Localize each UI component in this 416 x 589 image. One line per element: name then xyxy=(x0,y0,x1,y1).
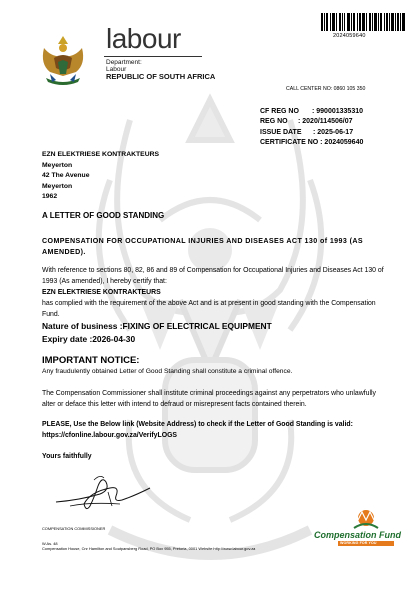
recipient-address xyxy=(42,150,159,203)
department-block xyxy=(106,59,215,82)
expiry-date: Expiry date :2026-04-30 xyxy=(42,333,136,344)
fund-name: Compensation Fund xyxy=(314,530,401,540)
ref-cf-reg: CF REG NO : 990001335310 xyxy=(260,108,363,115)
brand-divider xyxy=(104,56,202,57)
company-name: EZN ELEKTRIESE KONTRAKTEURS xyxy=(42,288,161,296)
letter-title: A LETTER OF GOOD STANDING xyxy=(42,211,165,220)
brand-wordmark: labour xyxy=(106,23,181,54)
department-line2: Labour xyxy=(106,66,127,74)
barcode-number: 2024059640 xyxy=(333,33,366,39)
address-line: 1962 xyxy=(42,193,58,201)
address-line: 42 The Avenue xyxy=(42,172,90,180)
commissioner-title: COMPENSATION COMMISSIONER xyxy=(42,526,106,531)
verify-instructions: PLEASE, Use the Below link (Website Address) to check if the Letter of Good Standing is valid: https://cfonline.labour.gov.za/VerifyLOGS xyxy=(42,421,353,439)
intro-text: With reference to sections 80, 82, 86 and 89 of Compensation for Occupational Injuries and Diseases Act 130 of 1993 (As amended), I hereby certify that: xyxy=(42,267,384,285)
business-details xyxy=(42,320,272,345)
ref-certificate: CERTIFICATE NO : 2024059640 xyxy=(260,139,364,147)
certification-paragraph xyxy=(42,266,387,321)
barcode xyxy=(321,13,405,31)
coat-of-arms-logo xyxy=(36,34,90,88)
closing: Yours faithfully xyxy=(42,453,92,460)
reference-block xyxy=(260,107,363,149)
call-center: CALL CENTER NO: 0860 105 350 xyxy=(286,86,366,92)
act-heading: COMPENSATION FOR OCCUPATIONAL INJURIES AND DISEASES ACT 130 of 1993 (AS AMENDED). xyxy=(42,237,363,256)
notice-heading: IMPORTANT NOTICE: xyxy=(42,355,140,366)
signature xyxy=(50,472,160,516)
ref-reg: REG NO : 2020/114506/07 xyxy=(260,118,353,126)
ref-issue-date: ISSUE DATE : 2025-06-17 xyxy=(260,128,354,136)
fraud-warning: Any fraudulently obtained Letter of Good Standing shall constitute a criminal offence. xyxy=(42,368,293,375)
standing-text: has complied with the requirement of the above Act and is at present in good standing with the Compensation Fund. xyxy=(42,299,376,318)
address-line: Meyerton xyxy=(42,161,73,169)
address-line: Meyerton xyxy=(42,182,73,190)
fund-tagline: WORKING FOR YOU xyxy=(340,541,377,546)
nature-of-business: Nature of business :FIXING OF ELECTRICAL EQUIPMENT xyxy=(42,321,272,331)
department-line1: Department: xyxy=(106,59,142,66)
department-line3: REPUBLIC OF SOUTH AFRICA xyxy=(106,72,216,82)
commissioner-warning: The Compensation Commissioner shall institute criminal proceedings against any perpetrators who unlawfully alter or deface this letter with intend to defraud or misrepresent facts contained therein. xyxy=(42,390,376,408)
footer-address: Compensation House, Cnr Hamilton and Soutpansberg Road, PO Box 955, Pretoria, 0001 Website:http://www.labour.gov.za xyxy=(42,546,256,551)
form-reference: W.As. 48 xyxy=(42,541,58,546)
address-line: EZN ELEKTRIESE KONTRAKTEURS xyxy=(42,151,160,158)
